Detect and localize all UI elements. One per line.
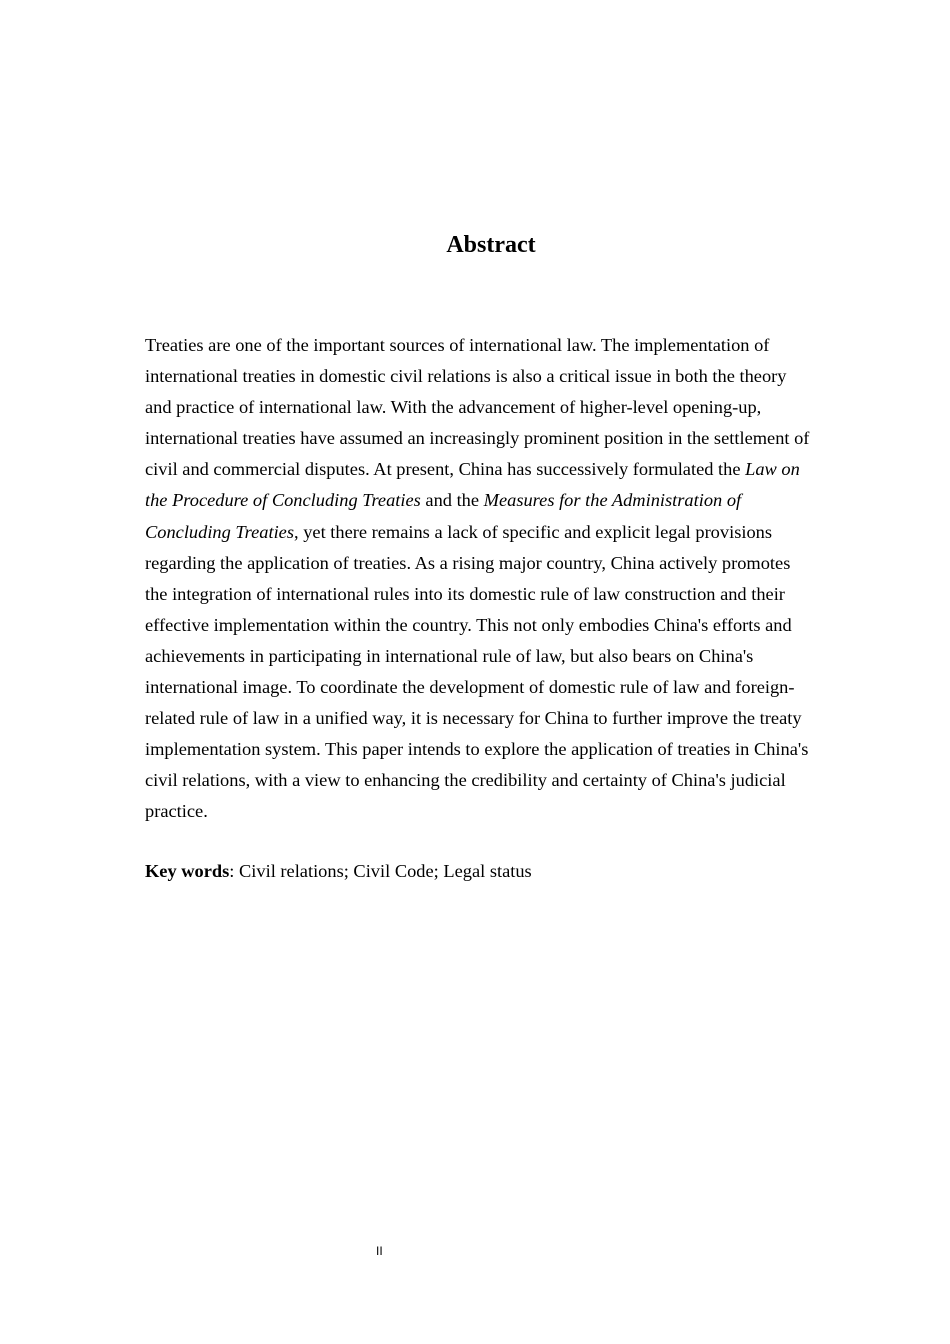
body-text: Treaties are one of the important sources of international law. The implementation of xyxy=(145,335,770,355)
body-text: related rule of law in a unified way, it is necessary for China to further improve the treaty xyxy=(145,708,802,729)
body-text: achievements in participating in international rule of law, but also bears on China's xyxy=(145,645,754,666)
italic-title-text: Law on xyxy=(745,459,800,480)
keywords-label: Key words xyxy=(145,861,230,881)
page-title: Abstract xyxy=(446,232,536,258)
body-text: and practice of international law. With the advancement of higher-level opening-up, xyxy=(145,397,762,418)
body-text: practice. xyxy=(145,801,208,822)
abstract-line xyxy=(145,392,840,423)
abstract-line xyxy=(145,579,840,610)
body-text: civil relations, with a view to enhancing the credibility and certainty of China's judicial xyxy=(145,770,786,791)
abstract-line xyxy=(145,454,840,485)
keywords-separator: : xyxy=(229,861,240,881)
abstract-line xyxy=(145,672,840,703)
abstract-line xyxy=(145,361,840,392)
abstract-line xyxy=(145,703,840,734)
body-text: civil and commercial disputes. At present, China has successively formulated the xyxy=(145,459,746,480)
italic-title-text: the Procedure of Concluding Treaties xyxy=(145,490,421,511)
body-text: effective implementation within the country. This not only embodies China's efforts and xyxy=(145,614,792,635)
italic-title-text: Measures for the Administration of xyxy=(483,490,742,511)
abstract-line xyxy=(145,610,840,641)
keywords-line xyxy=(145,856,532,887)
body-text: and the xyxy=(420,490,484,511)
abstract-body xyxy=(145,330,840,828)
abstract-line xyxy=(145,548,840,579)
body-text: international treaties in domestic civil relations is also a critical issue in both the theory xyxy=(145,366,787,387)
abstract-line xyxy=(145,734,840,765)
abstract-line xyxy=(145,330,840,361)
abstract-line xyxy=(145,641,840,672)
abstract-line xyxy=(145,423,840,454)
body-text: , yet there remains a lack of specific and explicit legal provisions xyxy=(294,521,773,542)
body-text: implementation system. This paper intends to explore the application of treaties in China's xyxy=(145,739,809,760)
abstract-line xyxy=(145,796,840,827)
abstract-line xyxy=(145,485,840,516)
body-text: the integration of international rules into its domestic rule of law construction and their xyxy=(145,583,785,604)
italic-title-text: Concluding Treaties xyxy=(145,521,295,542)
body-text: international image. To coordinate the development of domestic rule of law and foreign- xyxy=(145,677,795,698)
abstract-line xyxy=(145,765,840,796)
keywords-value: Civil relations; Civil Code; Legal status xyxy=(239,861,532,881)
body-text: regarding the application of treaties. As a rising major country, China actively promotes xyxy=(145,552,791,573)
body-text: international treaties have assumed an increasingly prominent position in the settlement of xyxy=(145,428,810,449)
page-number: II xyxy=(376,1244,383,1258)
abstract-line xyxy=(145,517,840,548)
